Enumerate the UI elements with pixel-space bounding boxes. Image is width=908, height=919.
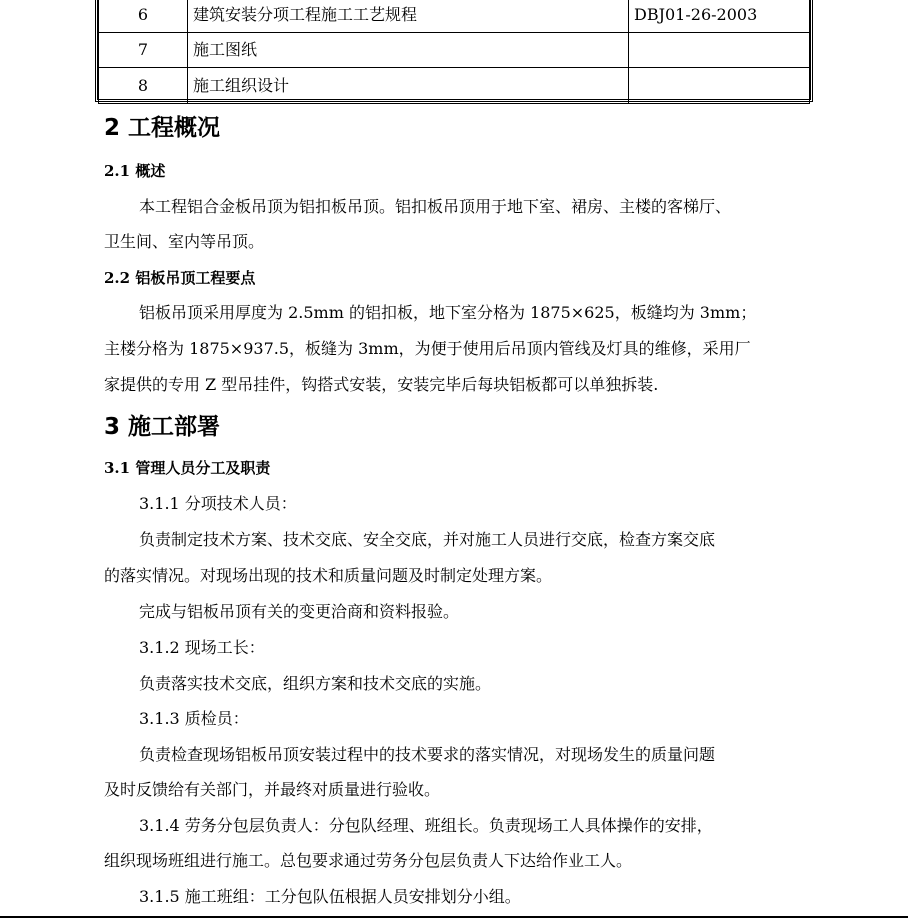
section-2-2-heading: 2.2 铝板吊顶工程要点 [104,269,256,287]
section-3-heading: 3 施工部署 [104,414,221,440]
standard-code [629,68,810,104]
table-row [99,0,810,33]
key-points-paragraph-line: 家提供的专用 Z 型吊挂件，钩搭式安装，安装完毕后每块铝板都可以单独拆装. [104,375,659,394]
page-bottom-border [0,916,908,918]
section-2-1-heading: 2.1 概述 [104,162,166,180]
key-points-paragraph-line: 主楼分格为 1875×937.5，板缝为 3mm，为便于使用后吊顶内管线及灯具的维修，采用厂 [104,339,751,358]
item-3-1-2-label: 3.1.2 现场工长： [139,638,265,657]
row-number: 7 [99,33,188,68]
row-number: 8 [99,68,188,104]
standard-code: DBJ01-26-2003 [629,0,810,33]
item-3-1-1-line: 负责制定技术方案、技术交底、安全交底，并对施工人员进行交底，检查方案交底 [139,530,716,549]
row-number: 6 [99,0,188,33]
overview-paragraph-line: 本工程铝合金板吊顶为铝扣板吊顶。铝扣板吊顶用于地下室、裙房、主楼的客梯厅、 [139,197,732,216]
table-row [99,68,810,104]
item-3-1-4-line: 3.1.4 劳务分包层负责人：分包队经理、班组长。负责现场工人具体操作的安排， [139,816,713,835]
table-row [99,33,810,68]
standard-name: 施工图纸 [188,33,629,68]
reference-standards-table [95,0,813,102]
section-2-heading: 2 工程概况 [104,115,221,141]
item-3-1-5-line: 3.1.5 施工班组：工分包队伍根据人员安排划分小组。 [139,887,521,906]
section-3-1-heading: 3.1 管理人员分工及职责 [104,459,271,477]
item-3-1-1-line: 完成与铝板吊顶有关的变更洽商和资料报验。 [139,602,460,621]
overview-paragraph-line: 卫生间、室内等吊顶。 [104,232,265,251]
item-3-1-2-line: 负责落实技术交底，组织方案和技术交底的实施。 [139,674,492,693]
item-3-1-3-label: 3.1.3 质检员： [139,709,249,728]
item-3-1-3-line: 及时反馈给有关部门，并最终对质量进行验收。 [104,780,441,799]
item-3-1-1-label: 3.1.1 分项技术人员： [139,494,297,513]
key-points-paragraph-line: 铝板吊顶采用厚度为 2.5mm 的铝扣板，地下室分格为 1875×625，板缝均为 3mm； [139,303,757,322]
standard-name: 建筑安装分项工程施工工艺规程 [188,0,629,33]
item-3-1-4-line: 组织现场班组进行施工。总包要求通过劳务分包层负责人下达给作业工人。 [104,851,633,870]
item-3-1-3-line: 负责检查现场铝板吊顶安装过程中的技术要求的落实情况，对现场发生的质量问题 [139,745,716,764]
item-3-1-1-line: 的落实情况。对现场出现的技术和质量问题及时制定处理方案。 [104,566,553,585]
standard-code [629,33,810,68]
standard-name: 施工组织设计 [188,68,629,104]
